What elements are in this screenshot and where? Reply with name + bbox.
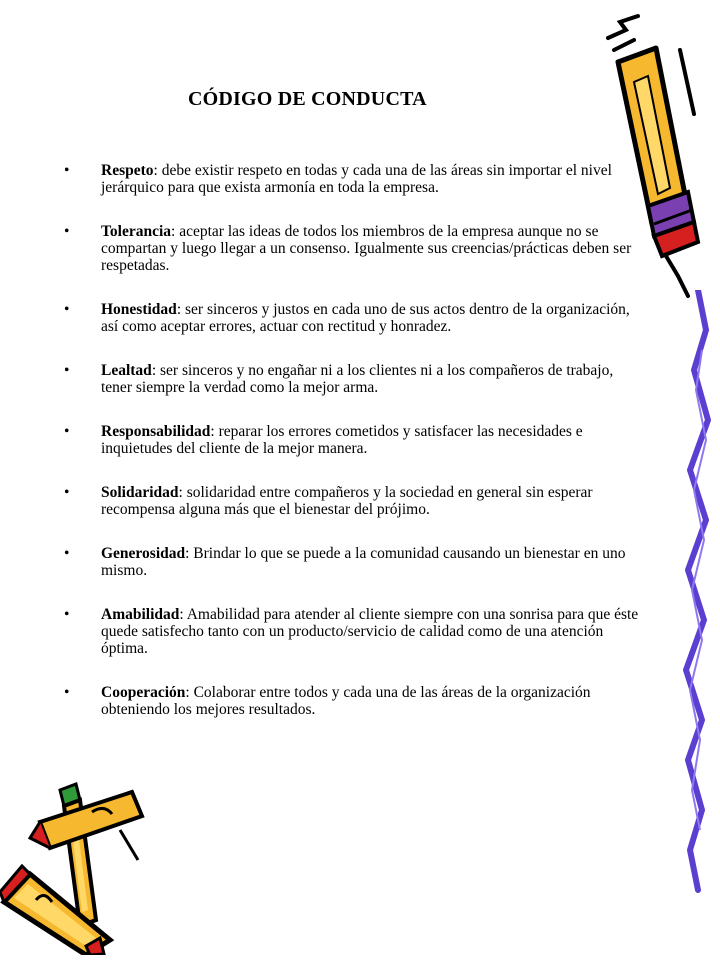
item-term: Responsabilidad [101, 423, 211, 441]
list-item [64, 302, 644, 336]
item-term: Respeto [101, 162, 154, 179]
list-item [64, 485, 644, 519]
bullet: • [64, 223, 70, 241]
list-item [64, 163, 644, 197]
item-text: : Amabilidad para atender al cliente siempre con una sonrisa para que éste quede satisfecho tanto con un producto/servicio de calidad como de una atención óptima. [101, 606, 639, 658]
list-item [64, 363, 644, 397]
item-term: Honestidad [101, 300, 177, 318]
crossed-pencils-icon [0, 770, 150, 955]
item-term: Tolerancia [101, 223, 172, 241]
bullet: • [64, 300, 70, 318]
bullet: • [64, 423, 70, 441]
item-text: : Colaborar entre todos y cada una de las áreas de la organización obteniendo los mejores resultados. [101, 684, 591, 719]
bullet: • [64, 545, 70, 563]
page-title: CÓDIGO DE CONDUCTA [188, 88, 427, 110]
item-term: Cooperación [101, 684, 186, 702]
zigzag-line [676, 290, 716, 900]
item-term: Lealtad [101, 362, 152, 380]
bullet: • [64, 484, 70, 502]
list-item [64, 607, 644, 657]
bullet: • [64, 606, 70, 624]
item-text: : ser sinceros y justos en cada uno de sus actos dentro de la organización, así como aceptar errores, actuar con rectitud y honradez. [101, 300, 630, 335]
conduct-list [64, 163, 644, 746]
item-text: : debe existir respeto en todas y cada una de las áreas sin importar el nivel jerárquico para que exista armonía en toda la empresa. [101, 162, 612, 196]
list-item [64, 546, 644, 580]
list-item [64, 424, 644, 458]
item-text: : solidaridad entre compañeros y la sociedad en general sin esperar recompensa alguna más que el bienestar del prójimo. [101, 484, 593, 519]
item-term: Generosidad [101, 545, 186, 563]
list-item [64, 685, 644, 719]
item-term: Amabilidad [101, 606, 180, 624]
item-term: Solidaridad [101, 484, 179, 502]
item-text: : aceptar las ideas de todos los miembros de la empresa aunque no se compartan y luego llegar a un consenso. Igualmente sus creencias/prácticas deben ser respetadas. [101, 223, 632, 274]
pencil-icon [596, 10, 706, 300]
item-text: : ser sinceros y no engañar ni a los clientes ni a los compañeros de trabajo, tener siempre la verdad como la mejor arma. [101, 362, 614, 396]
bullet: • [64, 684, 70, 702]
bullet: • [64, 362, 70, 380]
item-text: : reparar los errores cometidos y satisfacer las necesidades e inquietudes del cliente de la mejor manera. [101, 423, 583, 457]
item-text: : Brindar lo que se puede a la comunidad causando un bienestar en uno mismo. [101, 545, 626, 580]
bullet: • [64, 162, 70, 179]
list-item [64, 224, 644, 274]
